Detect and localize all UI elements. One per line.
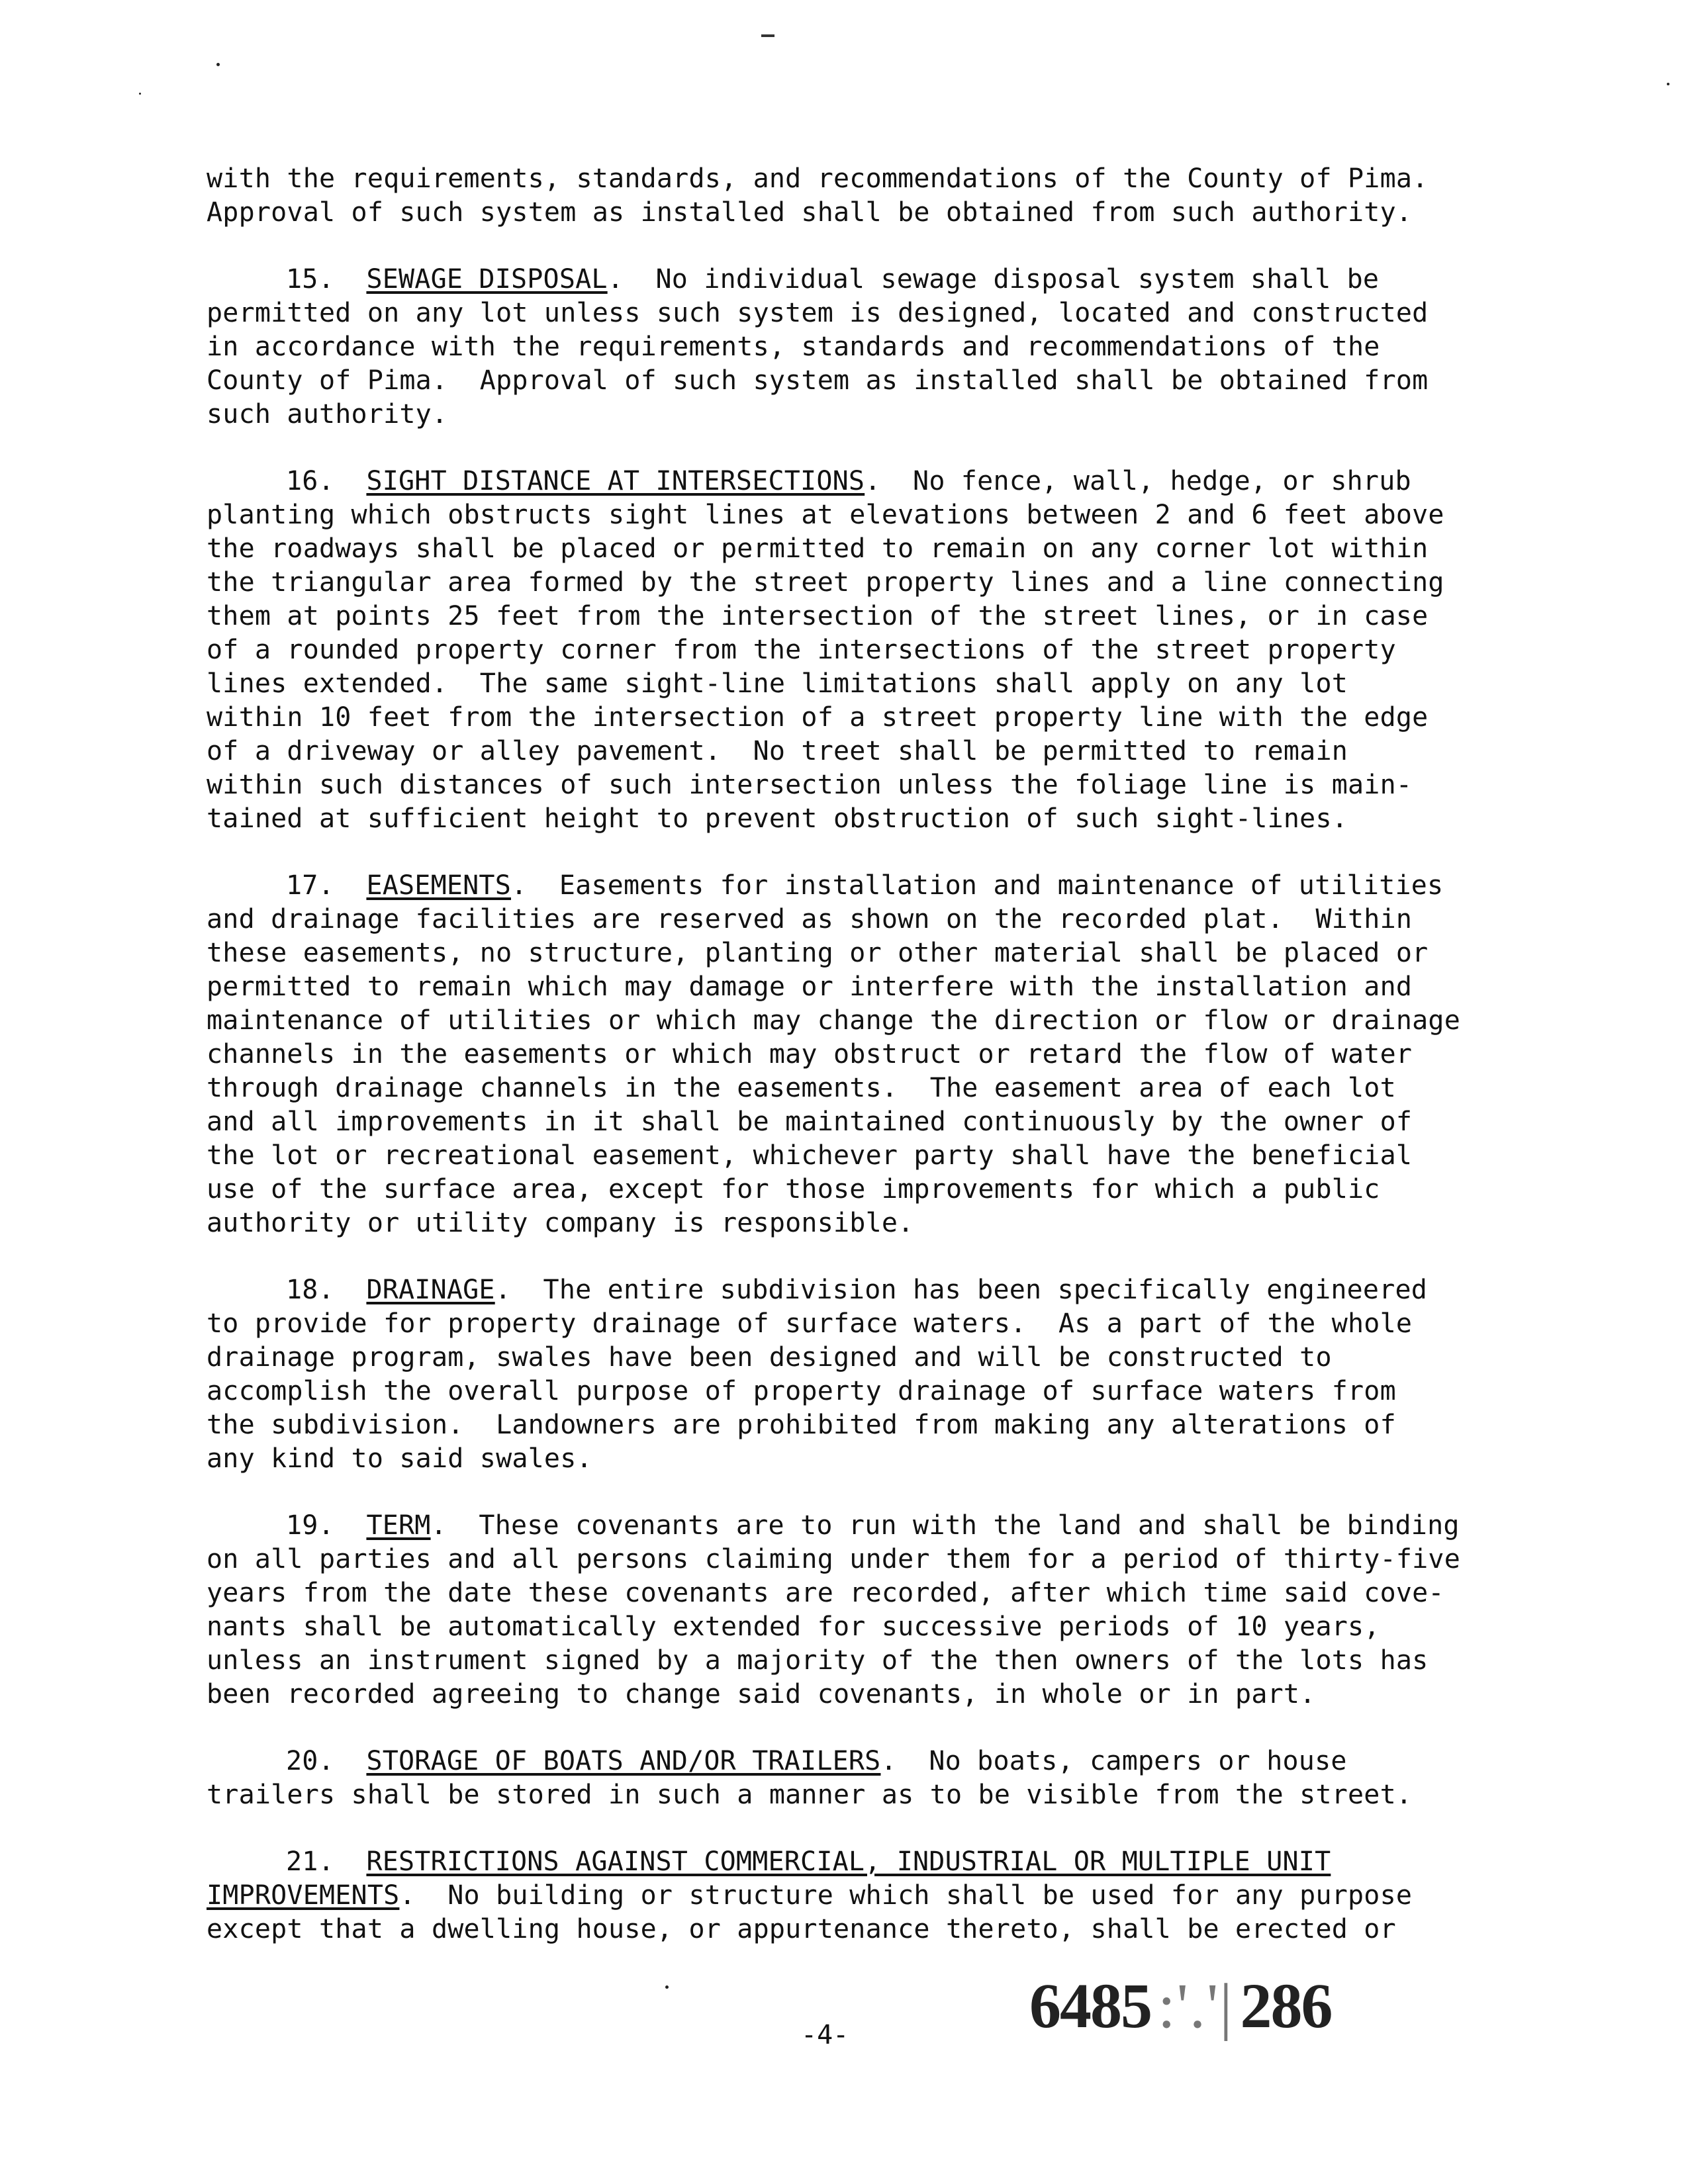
scan-speck <box>139 93 141 95</box>
paragraph-number: 18. <box>286 1275 334 1305</box>
top-dash-mark <box>761 34 774 37</box>
paragraph-heading: STORAGE OF BOATS AND/OR TRAILERS <box>366 1746 881 1776</box>
stamp-faint-digits: :'.'| <box>1158 1970 1234 2041</box>
paragraph-21 <box>207 1845 1530 1946</box>
paragraph-heading: SEWAGE DISPOSAL <box>366 264 608 295</box>
paragraph-15 <box>207 263 1530 432</box>
paragraph-17 <box>207 869 1530 1240</box>
paragraph-heading: TERM <box>366 1510 431 1541</box>
scan-speck <box>665 1985 669 1989</box>
recording-stamp <box>1029 1969 1331 2042</box>
paragraph-heading: EASEMENTS <box>366 870 511 901</box>
stamp-docket-number: 6485 <box>1029 1970 1151 2041</box>
scan-speck <box>216 63 220 66</box>
paragraph-text: . No fence, wall, hedge, or shrub planting which obstructs sight lines at elevations between 2 and 6 feet above the roadways shall be placed or permitted to remain on any corner lot within the triangular area formed by the street property lines and a line connecting them at points 25 feet from the intersection of the street lines, or in case of a rounded property corner from the intersections of the street property lines extended. The same sight-line limitations shall apply on any lot within 10 feet from the intersection of a street property line with the edge of a driveway or alley pavement. No treet shall be permitted to remain within such distances of such intersection unless the foliage line is main- tained at sufficient height to prevent obstruction of such sight-lines. <box>207 466 1444 834</box>
paragraph-18 <box>207 1273 1530 1476</box>
paragraph-heading: DRAINAGE <box>366 1275 495 1305</box>
paragraph-text: with the requirements, standards, and recommendations of the County of Pima. Approval of such system as installed shall be obtained from such authority. <box>207 163 1429 228</box>
document-body <box>207 162 1530 1979</box>
paragraph-text: . Easements for installation and maintenance of utilities and drainage facilities are reserved as shown on the recorded plat. Within these easements, no structure, planting or other material shall be placed or permitted to remain which may damage or interfere with the installation and maintenance of utilities or which may change the direction or flow or drainage channels in the easements or which may obstruct or retard the flow of water through drainage channels in the easements. The easement area of each lot and all improvements in it shall be maintained continuously by the owner of the lot or recreational easement, whichever party shall have the beneficial use of the surface area, except for those improvements for which a public authority or utility company is responsible. <box>207 870 1460 1238</box>
paragraph-number: 17. <box>286 870 334 901</box>
paragraph-text: . No individual sewage disposal system shall be permitted on any lot unless such system is designed, located and constructed in accordance with the requirements, standards and recommendations of the County of Pima. Approval of such system as installed shall be obtained from such authority. <box>207 264 1429 430</box>
paragraph-continuation <box>207 162 1530 230</box>
paragraph-number: 21. <box>286 1846 334 1877</box>
paragraph-number: 20. <box>286 1746 334 1776</box>
scan-speck <box>1667 83 1669 85</box>
paragraph-20 <box>207 1745 1530 1812</box>
paragraph-text: . No boats, campers or house trailers shall be stored in such a manner as to be visible from the street. <box>207 1746 1413 1810</box>
paragraph-text: . No building or structure which shall be used for any purpose except that a dwelling house, or appurtenance thereto, shall be erected or <box>207 1880 1413 1944</box>
paragraph-text: . The entire subdivision has been specifically engineered to provide for property drainage of surface waters. As a part of the whole drainage program, swales have been designed and will be constructed to accomplish the overall purpose of property drainage of surface waters from the subdivision. Landowners are prohibited from making any alterations of any kind to said swales. <box>207 1275 1428 1474</box>
paragraph-number: 19. <box>286 1510 334 1541</box>
stamp-page-number: 286 <box>1240 1970 1332 2041</box>
paragraph-text: . These covenants are to run with the land and shall be binding on all parties and all persons claiming under them for a period of thirty-five years from the date these covenants are recorded, after which time said cove- nants shall be automatically extended for successive periods of 10 years, unless an instrument signed by a majority of the then owners of the lots has been recorded agreeing to change said covenants, in whole or in part. <box>207 1510 1460 1709</box>
paragraph-19 <box>207 1509 1530 1711</box>
paragraph-number: 15. <box>286 264 334 295</box>
paragraph-heading: RESTRICTIONS AGAINST COMMERCIAL, INDUSTRIAL OR MULTIPLE UNIT IMPROVEMENTS <box>207 1846 1331 1911</box>
paragraph-number: 16. <box>286 466 334 496</box>
page-number: -4- <box>801 2020 849 2050</box>
paragraph-heading: SIGHT DISTANCE AT INTERSECTIONS <box>366 466 865 496</box>
paragraph-16 <box>207 465 1530 836</box>
